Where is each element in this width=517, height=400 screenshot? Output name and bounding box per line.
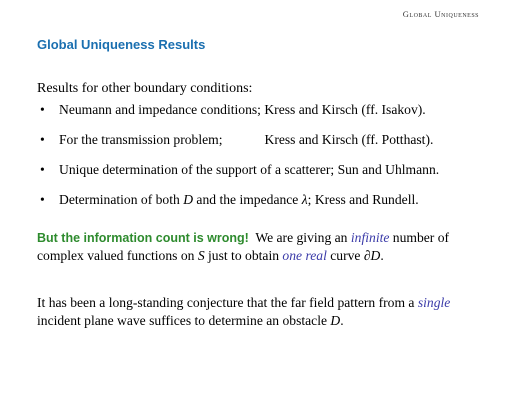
bullet-text: Unique determination of the support of a scatterer; Sun and Uhlmann. xyxy=(59,162,440,177)
bullet-dot-icon: • xyxy=(40,132,45,147)
bullet-item xyxy=(37,162,439,192)
bullet-text-attribution: Kress and Kirsch (ff. Potthast). xyxy=(264,132,434,147)
bullet-text: ; Kress and Rundell. xyxy=(307,192,419,207)
conjecture-paragraph xyxy=(37,294,487,330)
para-text: It has been a long-standing conjecture that the far field pattern from a xyxy=(37,295,418,310)
bullet-text: Neumann and impedance conditions; Kress and Kirsch (ff. Isakov). xyxy=(59,102,426,117)
para-text: . xyxy=(380,248,384,263)
para-text: We are giving an xyxy=(248,230,351,245)
bullet-dot-icon: • xyxy=(40,192,45,207)
para-text: incident plane wave suffices to determine an obstacle xyxy=(37,313,331,328)
bullet-item xyxy=(37,102,439,132)
math-symbol-d: D xyxy=(330,313,341,328)
emphasis-statement: But the information count is wrong! xyxy=(37,231,249,245)
para-text: number of complex valued functions on xyxy=(37,230,450,263)
highlight-one-real: one real xyxy=(282,248,327,263)
para-text: . xyxy=(340,313,344,328)
highlight-single: single xyxy=(417,295,451,310)
intro-text: Results for other boundary conditions: xyxy=(37,81,253,96)
bullet-item xyxy=(37,132,439,162)
running-header: Global Uniqueness xyxy=(402,9,479,19)
para-text: just to obtain xyxy=(204,248,283,263)
bullet-text: and the impedance xyxy=(193,192,302,207)
highlight-infinite: infinite xyxy=(350,230,390,245)
math-symbol-boundary-d: ∂D xyxy=(363,248,381,263)
bullet-list xyxy=(37,102,439,222)
math-symbol-s: S xyxy=(197,248,205,263)
math-symbol-lambda: λ xyxy=(301,192,308,207)
bullet-text: For the transmission problem; xyxy=(59,132,223,147)
information-count-paragraph xyxy=(37,229,487,265)
bullet-text: Determination of both xyxy=(59,192,184,207)
math-symbol-d: D xyxy=(183,192,194,207)
para-text: curve xyxy=(326,248,364,263)
bullet-dot-icon: • xyxy=(40,102,45,117)
bullet-item xyxy=(37,192,439,222)
slide-title: Global Uniqueness Results xyxy=(37,37,206,52)
bullet-dot-icon: • xyxy=(40,162,45,177)
